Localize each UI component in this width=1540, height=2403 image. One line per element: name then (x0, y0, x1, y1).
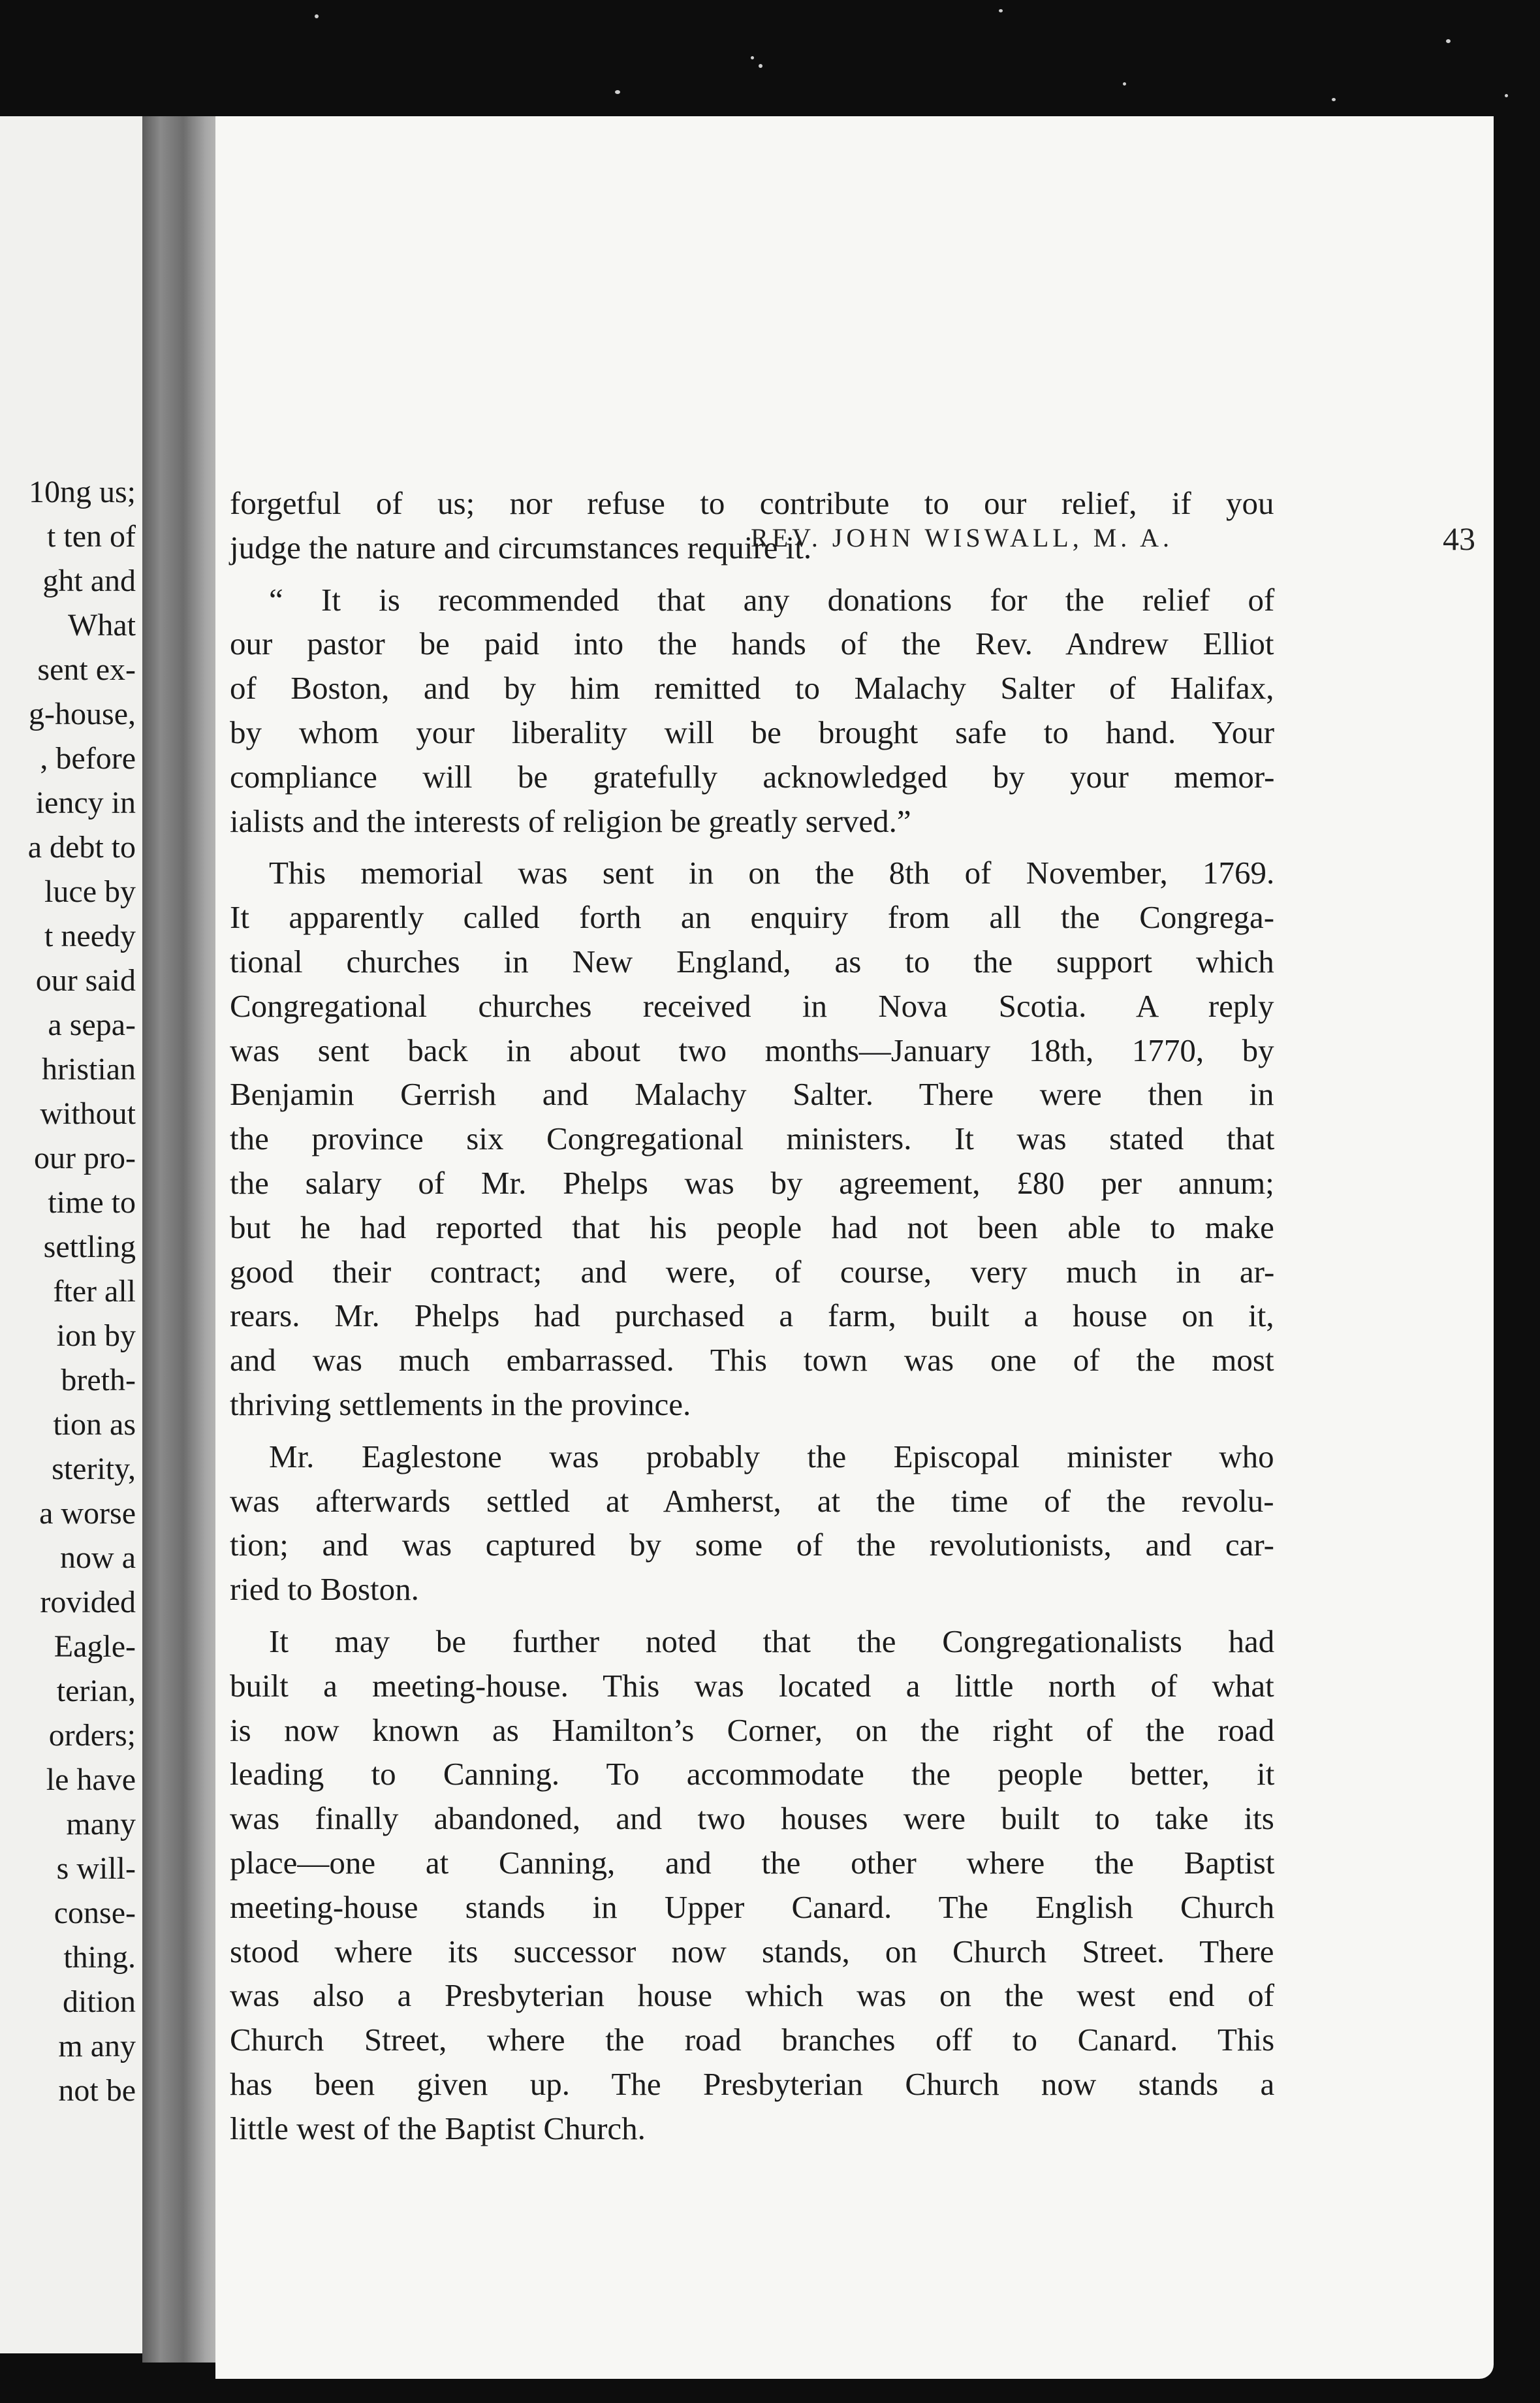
facing-page-line: tion as (53, 1407, 136, 1442)
text-line: was sent back in about two months—January 18th, 1770, by (230, 1032, 1274, 1068)
text-line: Benjamin Gerrish and Malachy Salter. There were then in (230, 1076, 1274, 1112)
facing-page-line: ght and (42, 564, 136, 598)
text-line: “ It is recommended that any donations for the relief of (269, 582, 1275, 618)
facing-page-line: orders; (48, 1718, 136, 1753)
text-line: the salary of Mr. Phelps was by agreement, £80 per annum; (230, 1165, 1274, 1201)
text-line: Mr. Eaglestone was probably the Episcopal minister who (269, 1439, 1274, 1474)
scan-speck (751, 56, 754, 59)
text-line: compliance will be gratefully acknowledged by your memor- (230, 759, 1275, 795)
scan-speck (1123, 82, 1126, 86)
scan-speck (1505, 94, 1508, 97)
text-line: tion; and was captured by some of the revolutionists, and car- (230, 1527, 1275, 1563)
facing-page-line: conse- (54, 1896, 136, 1930)
text-line: but he had reported that his people had not been able to make (230, 1209, 1274, 1245)
facing-page-line: g-house, (29, 697, 136, 731)
text-line: judge the nature and circumstances require it. (230, 530, 812, 565)
facing-page-line: breth- (61, 1363, 136, 1397)
facing-page-line: a worse (39, 1496, 136, 1531)
facing-page-line: a sepa- (48, 1008, 136, 1042)
text-line: Church Street, where the road branches off to Canard. This (230, 2022, 1275, 2058)
page-number: 43 (1443, 520, 1475, 557)
facing-page-line: m any (58, 2029, 136, 2063)
facing-page-line: thing. (63, 1940, 136, 1975)
facing-page-line: le have (46, 1762, 136, 1797)
facing-page-line: Eagle- (54, 1629, 136, 1664)
text-line: stood where its successor now stands, on Church Street. There (230, 1934, 1274, 1969)
facing-page-line: , before (40, 741, 136, 776)
text-line: meeting-house stands in Upper Canard. The English Church (230, 1889, 1275, 1925)
text-line: rears. Mr. Phelps had purchased a farm, built a house on it, (230, 1297, 1274, 1333)
facing-page-line: time to (48, 1185, 136, 1220)
facing-page-line: dition (62, 1984, 136, 2019)
facing-page-line: terian, (56, 1674, 136, 1708)
text-line: leading to Canning. To accommodate the people better, it (230, 1756, 1275, 1792)
text-line: of Boston, and by him remitted to Malachy Salter of Halifax, (230, 670, 1274, 706)
facing-page-line: a debt to (27, 830, 136, 865)
text-line: This memorial was sent in on the 8th of November, 1769. (269, 855, 1275, 891)
running-header: REV. JOHN WISWALL, M. A. (751, 523, 1173, 552)
facing-page-line: sent ex- (37, 652, 136, 687)
text-line: ialists and the interests of religion be greatly served.” (230, 803, 911, 839)
scan-speck (315, 14, 319, 18)
facing-page-line: fter all (53, 1274, 136, 1309)
text-line: thriving settlements in the province. (230, 1386, 691, 1422)
facing-page-line: hristian (42, 1052, 136, 1087)
facing-page-line: ion by (56, 1318, 136, 1353)
text-line: has been given up. The Presbyterian Church now stands a (230, 2066, 1275, 2102)
scan-speck (999, 9, 1003, 12)
facing-page-line: 10ng us; (28, 475, 136, 509)
facing-page-line: not be (58, 2073, 136, 2108)
facing-page-line: rovided (40, 1585, 136, 1619)
facing-page-line: sterity, (52, 1452, 136, 1486)
facing-page-line: settling (43, 1230, 136, 1264)
facing-page-line: now a (60, 1540, 136, 1575)
text-line: Congregational churches received in Nova Scotia. A reply (230, 988, 1274, 1024)
text-line: little west of the Baptist Church. (230, 2110, 646, 2146)
facing-page-line: without (40, 1096, 136, 1131)
facing-page-line: s will- (56, 1851, 136, 1886)
text-line: forgetful of us; nor refuse to contribute to our relief, if you (230, 485, 1274, 521)
text-line: the province six Congregational ministers. It was stated that (230, 1121, 1275, 1156)
facing-page-line: many (66, 1807, 136, 1841)
text-line: built a meeting-house. This was located a little north of what (230, 1668, 1274, 1704)
text-line: our pastor be paid into the hands of the Rev. Andrew Elliot (230, 626, 1274, 661)
facing-page-line: t ten of (47, 519, 136, 554)
text-line: by whom your liberality will be brought safe to hand. Your (230, 714, 1275, 750)
scan-speck (1446, 39, 1451, 43)
text-line: was also a Presbyterian house which was on the west end of (230, 1977, 1275, 2013)
scan-speck (759, 64, 762, 68)
facing-page-line: What (68, 608, 136, 643)
text-line: is now known as Hamilton’s Corner, on the right of the road (230, 1712, 1275, 1748)
facing-page-line: luce by (44, 874, 136, 909)
scan-speck (615, 90, 620, 94)
facing-page-line: our pro- (34, 1141, 136, 1175)
facing-page-fragment (0, 116, 142, 2353)
text-line: It may be further noted that the Congregationalists had (269, 1623, 1275, 1659)
book-page (215, 116, 1494, 2379)
text-line: was afterwards settled at Amherst, at the time of the revolu- (230, 1483, 1274, 1519)
text-line: and was much embarrassed. This town was one of the most (230, 1342, 1274, 1378)
text-line: It apparently called forth an enquiry from all the Congrega- (230, 899, 1275, 935)
scan-speck (1332, 98, 1336, 101)
facing-page-line: iency in (35, 786, 136, 820)
facing-page-line: our said (35, 963, 136, 998)
text-line: tional churches in New England, as to the support which (230, 944, 1274, 979)
text-line: was finally abandoned, and two houses were built to take its (230, 1800, 1274, 1836)
text-line: place—one at Canning, and the other where the Baptist (230, 1845, 1275, 1881)
text-line: ried to Boston. (230, 1571, 419, 1607)
facing-page-line: t needy (44, 919, 136, 953)
text-line: good their contract; and were, of course, very much in ar- (230, 1254, 1275, 1290)
